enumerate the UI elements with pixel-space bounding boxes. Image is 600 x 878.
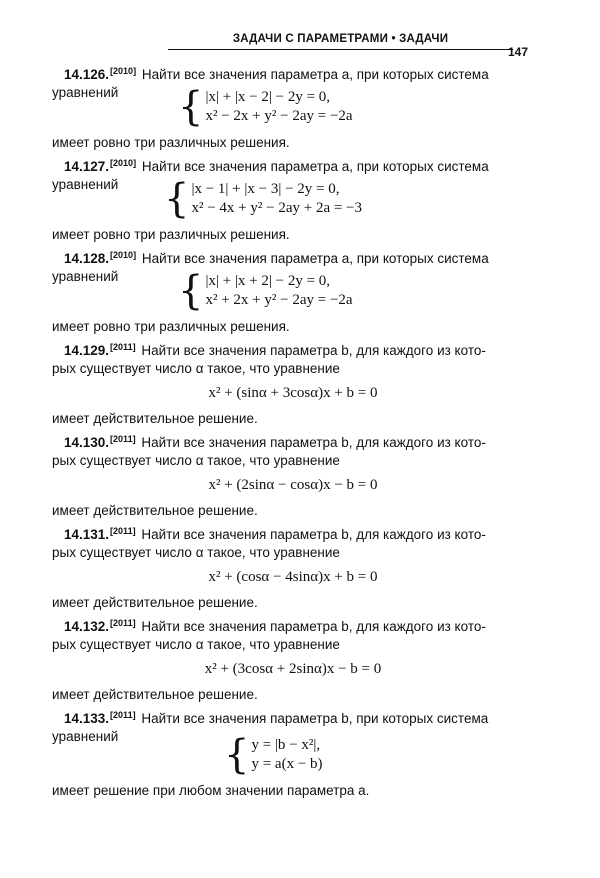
page-number: 147 xyxy=(508,45,529,59)
system-equation: |x| + |x + 2| − 2y = 0, xyxy=(205,273,331,289)
problem-text: Найти все значения параметра b, для каждого из кото- xyxy=(141,527,486,542)
problem-text: Найти все значения параметра a, при которых система xyxy=(141,67,489,82)
problem-14-130 xyxy=(52,430,534,520)
problem-text-cont: уравнений xyxy=(52,729,119,744)
problem-number: 14.130. xyxy=(64,435,110,450)
problem-14-128 xyxy=(52,246,534,336)
problem-closing: имеет ровно три различных решения. xyxy=(52,135,290,150)
problem-14-133 xyxy=(52,706,534,800)
equation-system xyxy=(52,176,534,222)
equation-system xyxy=(52,268,534,314)
problem-14-126 xyxy=(52,62,534,152)
problem-text: Найти все значения параметра b, для каждого из кото- xyxy=(141,619,486,634)
equation-system xyxy=(52,732,534,778)
system-equation: x² + 2x + y² − 2ay = −2a xyxy=(205,292,353,308)
system-equation: y = a(x − b) xyxy=(251,756,323,772)
problem-list xyxy=(52,62,534,802)
problem-number: 14.126. xyxy=(64,67,110,82)
problem-closing: имеет ровно три различных решения. xyxy=(52,319,290,334)
problem-year: [2010] xyxy=(110,250,137,260)
running-header: ЗАДАЧИ С ПАРАМЕТРАМИ • ЗАДАЧИ xyxy=(232,33,449,45)
problem-text: Найти все значения параметра b, для каждого из кото- xyxy=(141,435,486,450)
system-brace: { xyxy=(224,732,250,778)
equation: x² + (cosα − 4sinα)x + b = 0 xyxy=(208,569,378,585)
problem-text-cont: рых существует число α такое, что уравнение xyxy=(52,453,340,468)
problem-text-cont: уравнений xyxy=(52,177,119,192)
problem-closing: имеет ровно три различных решения. xyxy=(52,227,290,242)
problem-number: 14.132. xyxy=(64,619,110,634)
problem-closing: имеет решение при любом значении параметра a. xyxy=(52,783,370,798)
problem-closing: имеет действительное решение. xyxy=(52,595,258,610)
system-equation: x² − 2x + y² − 2ay = −2a xyxy=(205,108,353,124)
problem-text: Найти все значения параметра a, при которых система xyxy=(141,159,489,174)
problem-14-132 xyxy=(52,614,534,704)
problem-number: 14.128. xyxy=(64,251,110,266)
problem-closing: имеет действительное решение. xyxy=(52,687,258,702)
equation: x² + (2sinα − cosα)x − b = 0 xyxy=(208,477,378,493)
system-equation: |x − 1| + |x − 3| − 2y = 0, xyxy=(191,181,340,197)
problem-14-129 xyxy=(52,338,534,428)
problem-14-131 xyxy=(52,522,534,612)
header-rule xyxy=(168,49,513,50)
system-brace: { xyxy=(178,268,204,314)
problem-closing: имеет действительное решение. xyxy=(52,503,258,518)
system-brace: { xyxy=(164,176,190,222)
problem-number: 14.127. xyxy=(64,159,110,174)
problem-text: Найти все значения параметра b, при которых система xyxy=(141,711,489,726)
system-equation: y = |b − x²|, xyxy=(251,737,321,753)
equation: x² + (3cosα + 2sinα)x − b = 0 xyxy=(204,661,382,677)
equation: x² + (sinα + 3cosα)x + b = 0 xyxy=(208,385,378,401)
problem-year: [2010] xyxy=(110,158,137,168)
problem-year: [2011] xyxy=(110,710,136,720)
problem-year: [2011] xyxy=(110,434,136,444)
problem-year: [2010] xyxy=(110,66,137,76)
system-equation: x² − 4x + y² − 2ay + 2a = −3 xyxy=(191,200,363,216)
problem-text: Найти все значения параметра b, для каждого из кото- xyxy=(141,343,486,358)
problem-number: 14.133. xyxy=(64,711,110,726)
problem-text-cont: уравнений xyxy=(52,269,119,284)
problem-year: [2011] xyxy=(110,618,136,628)
problem-closing: имеет действительное решение. xyxy=(52,411,258,426)
problem-year: [2011] xyxy=(110,342,136,352)
problem-text-cont: уравнений xyxy=(52,85,119,100)
problem-number: 14.131. xyxy=(64,527,110,542)
problem-number: 14.129. xyxy=(64,343,110,358)
problem-text-cont: рых существует число α такое, что уравнение xyxy=(52,361,340,376)
problem-text-cont: рых существует число α такое, что уравнение xyxy=(52,637,340,652)
equation-system xyxy=(52,84,534,130)
problem-14-127 xyxy=(52,154,534,244)
system-equation: |x| + |x − 2| − 2y = 0, xyxy=(205,89,331,105)
problem-text-cont: рых существует число α такое, что уравнение xyxy=(52,545,340,560)
problem-text: Найти все значения параметра a, при которых система xyxy=(141,251,489,266)
system-brace: { xyxy=(178,84,204,130)
problem-year: [2011] xyxy=(110,526,136,536)
